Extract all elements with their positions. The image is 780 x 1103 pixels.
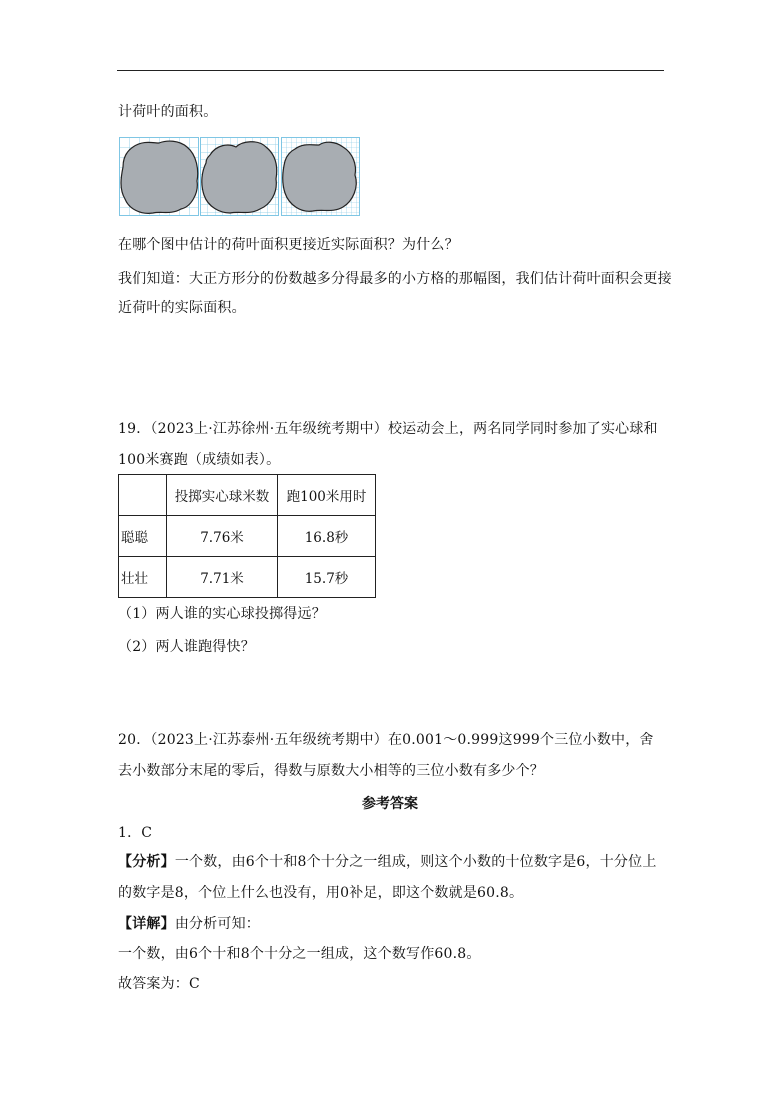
table-header-cell: 投掷实心球米数 (167, 475, 278, 516)
intro-answer-line-1: 我们知道：大正方形分的份数越多分得最多的小方格的那幅图，我们估计荷叶面积会更接 (118, 271, 672, 287)
intro-question: 在哪个图中估计的荷叶面积更接近实际面积？为什么？ (118, 237, 459, 253)
analysis-text: 一个数，由6个十和8个十分之一组成，则这个小数的十位数字是6，十分位上 (174, 854, 657, 870)
analysis-tag: 【分析】 (118, 854, 175, 870)
detail-line-2: 一个数，由6个十和8个十分之一组成，这个数写作60.8。 (118, 946, 481, 962)
intro-line: 计荷叶的面积。 (118, 104, 218, 120)
q20-line-2: 去小数部分末尾的零后，得数与原数大小相等的三位小数有多少个？ (118, 763, 544, 779)
intro-answer-line-2: 近荷叶的实际面积。 (118, 300, 246, 316)
detail-line-1 (118, 913, 260, 933)
leaf-figure-1 (120, 138, 199, 216)
header-rule (117, 70, 664, 71)
leaf-figure-2 (201, 138, 279, 216)
analysis-line-1 (118, 851, 657, 871)
table-header-cell: 跑100米用时 (278, 475, 376, 516)
leaf-figure-3 (282, 138, 360, 216)
q19-sub-2: （2）两人谁跑得快？ (118, 639, 255, 655)
q19-line-2: 100米赛跑（成绩如表）。 (118, 452, 281, 468)
leaf-figures (119, 137, 361, 217)
table-header-cell (119, 475, 167, 516)
table-cell: 7.76米 (167, 516, 278, 557)
q19-line-1: 19．（2023上·江苏徐州·五年级统考期中）校运动会上，两名同学同时参加了实心球和 (118, 421, 658, 437)
detail-text: 由分析可知： (174, 916, 261, 932)
q20-line-1: 20．（2023上·江苏泰州·五年级统考期中）在0.001～0.999这999个三位小数中，舍 (118, 732, 654, 748)
table-header-row (119, 475, 376, 516)
table-row (119, 557, 376, 598)
table-cell: 壮壮 (119, 557, 167, 598)
table-cell: 16.8秒 (278, 516, 376, 557)
q19-sub-1: （1）两人谁的实心球投掷得远？ (118, 606, 326, 622)
score-table (118, 474, 376, 598)
table-cell: 7.71米 (167, 557, 278, 598)
table-cell: 聪聪 (119, 516, 167, 557)
table-cell: 15.7秒 (278, 557, 376, 598)
answers-title: 参考答案 (362, 796, 418, 812)
detail-tag: 【详解】 (118, 916, 175, 932)
analysis-line-2: 的数字是8，个位上什么也没有，用0补足，即这个数就是60.8。 (118, 885, 524, 901)
final-answer: 故答案为：C (118, 976, 200, 992)
table-row (119, 516, 376, 557)
answer-1: 1．C (118, 825, 153, 841)
